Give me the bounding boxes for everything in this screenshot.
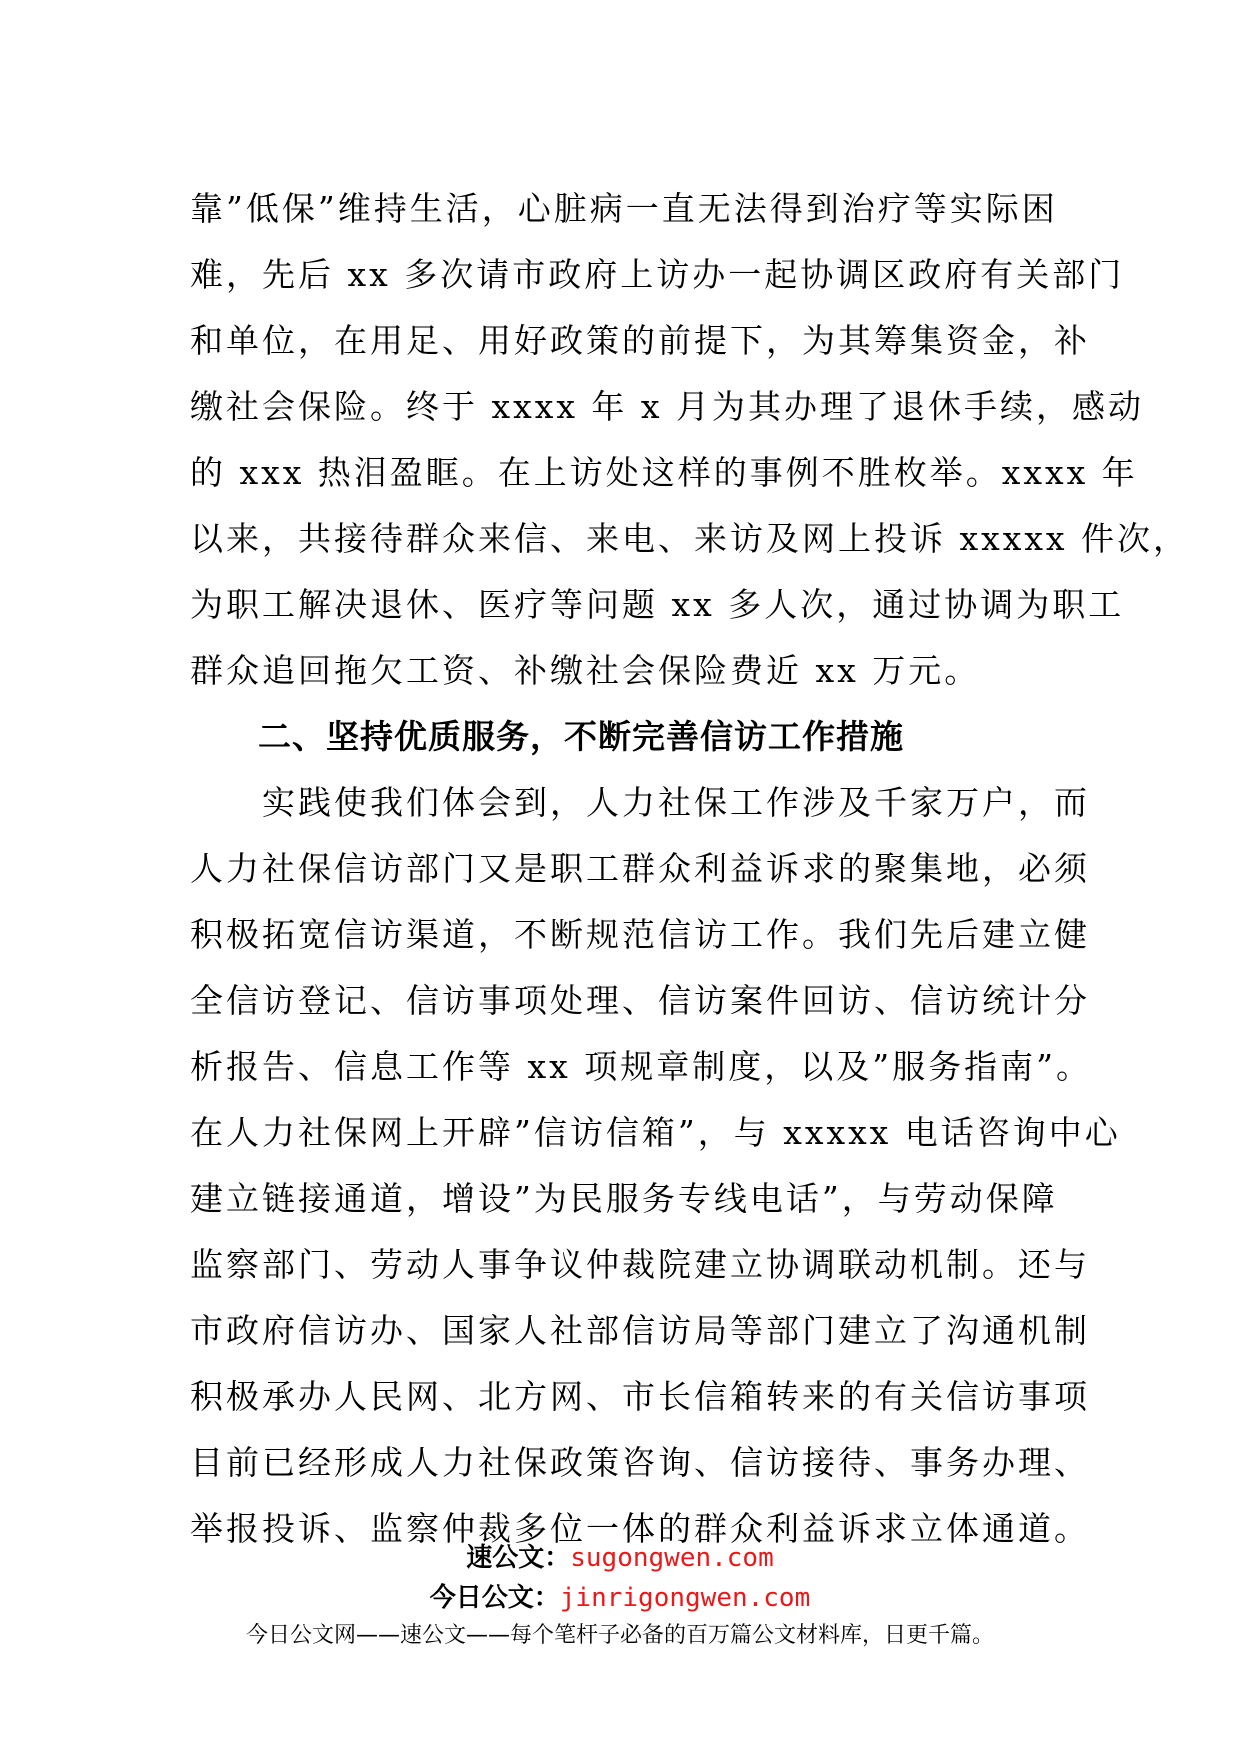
section-heading: 二、坚持优质服务，不断完善信访工作措施	[190, 717, 904, 756]
text-line: 市政府信访办、国家人社部信访局等部门建立了沟通机制	[190, 1311, 1090, 1350]
text-line: 实践使我们体会到，人力社保工作涉及千家万户，而	[190, 783, 1090, 822]
footer-jinrigongwen	[0, 1580, 1240, 1616]
document-body	[190, 176, 1190, 1562]
text-line: 在人力社保网上开辟”信访信箱”，与 xxxxx 电话咨询中心	[190, 1113, 1121, 1152]
text-line: 群众追回拖欠工资、补缴社会保险费近 xx 万元。	[190, 651, 981, 690]
footer-label-1: 速公文：	[466, 1543, 571, 1573]
text-line: 全信访登记、信访事项处理、信访案件回访、信访统计分	[190, 981, 1090, 1020]
text-line: 监察部门、劳动人事争议仲裁院建立协调联动机制。还与	[190, 1245, 1090, 1284]
text-line: 靠”低保”维持生活，心脏病一直无法得到治疗等实际困	[190, 189, 1058, 228]
text-line: 积极拓宽信访渠道，不断规范信访工作。我们先后建立健	[190, 915, 1090, 954]
text-line: 的 xxx 热泪盈眶。在上访处这样的事例不胜枚举。xxxx 年	[190, 453, 1138, 492]
text-line: 积极承办人民网、北方网、市长信箱转来的有关信访事项	[190, 1377, 1090, 1416]
text-line: 和单位，在用足、用好政策的前提下，为其筹集资金，补	[190, 321, 1090, 360]
text-line: 举报投诉、监察仲裁多位一体的群众利益诉求立体通道。	[190, 1509, 1090, 1548]
footer-label-2: 今日公文：	[429, 1583, 560, 1613]
footer-sugongwen	[0, 1540, 1240, 1576]
text-line: 目前已经形成人力社保政策咨询、信访接待、事务办理、	[190, 1443, 1090, 1482]
footer-slogan: 今日公文网——速公文——每个笔杆子必备的百万篇公文材料库，日更千篇。	[245, 1623, 994, 1648]
text-line: 人力社保信访部门又是职工群众利益诉求的聚集地，必须	[190, 849, 1090, 888]
text-line: 析报告、信息工作等 xx 项规章制度，以及”服务指南”。	[190, 1047, 1092, 1086]
text-line: 难，先后 xx 多次请市政府上访办一起协调区政府有关部门	[190, 255, 1125, 294]
text-line: 为职工解决退休、医疗等问题 xx 多人次，通过协调为职工	[190, 585, 1125, 624]
text-line: 缴社会保险。终于 xxxx 年 x 月为其办理了退休手续，感动	[190, 387, 1145, 426]
text-line: 建立链接通道，增设”为民服务专线电话”，与劳动保障	[190, 1179, 1058, 1218]
footer-link-sugongwen[interactable]: sugongwen.com	[570, 1543, 774, 1573]
text-line: 以来，共接待群众来信、来电、来访及网上投诉 xxxxx 件次，	[190, 519, 1190, 558]
footer-link-jinrigongwen[interactable]: jinrigongwen.com	[559, 1583, 811, 1613]
